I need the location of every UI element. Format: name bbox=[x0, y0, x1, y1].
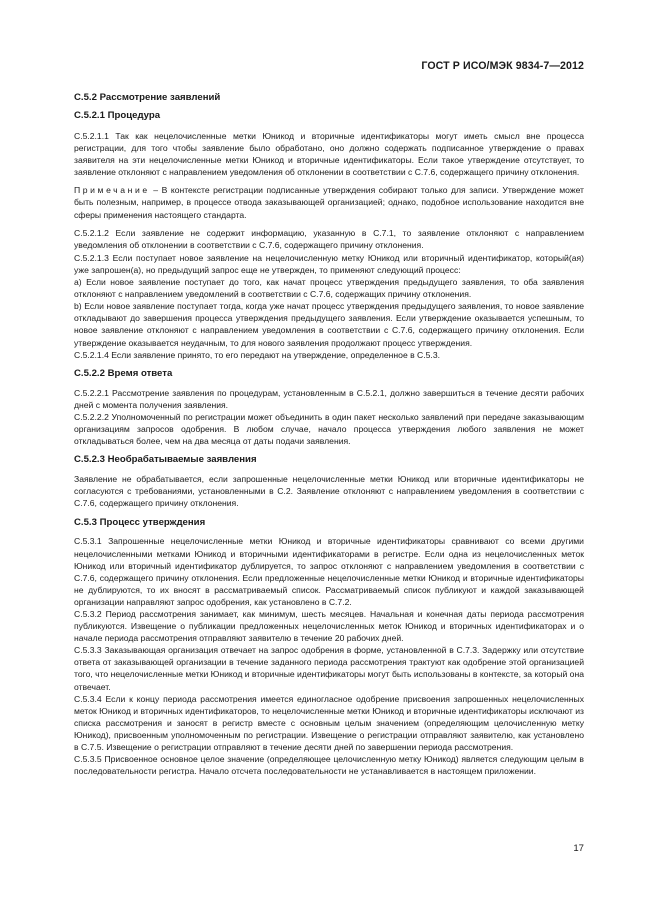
paragraph-c523: Заявление не обрабатывается, если запрошенные нецелочисленные метки Юникод или вторичные идентификаторы не согласуются с требованиями, установленными в С.2. Заявление отклоняют с направлением уведомления в соответствии с С.7.6, содержащего причину отклонения. bbox=[74, 474, 584, 509]
section-heading-c53: С.5.3 Процесс утверждения bbox=[74, 517, 206, 529]
note-paragraph bbox=[74, 184, 584, 220]
document-header: ГОСТ Р ИСО/МЭК 9834-7—2012 bbox=[421, 60, 584, 72]
paragraph-c5222: С.5.2.2.2 Уполномоченный по регистрации может объединить в один пакет несколько заявлений при передаче заказывающим организациям запросов одобрения. В любом случае, начало процесса утверждения любого заявления не может откладываться более, чем на два месяца от даты подачи заявления. bbox=[74, 411, 584, 447]
paragraph-c5212: С.5.2.1.2 Если заявление не содержит информацию, указанную в С.7.1, то заявление отклоняют с направлением уведомления об отклонении в соответствии с С.7.6, содержащего причину отклонения. bbox=[74, 227, 584, 250]
paragraph-c535: С.5.3.5 Присвоенное основное целое значение (определяющее целочисленную метку Юникод) является следующим целым в последовательности регистра. Начало отсчета последовательности не устанавливается в настоящем приложении. bbox=[74, 754, 584, 777]
paragraph-c533: С.5.3.3 Заказывающая организация отвечает на запрос одобрения в форме, установленной в С.7.3. Задержку или отсутствие ответа от заказывающей организации в течение заданного периода рассмотрения трактуют как одобрение этой организацией того, что нецелочисленные метки Юникод и вторичные идентификаторы могут быть использованы в контексте, за который она отвечает. bbox=[74, 645, 584, 692]
paragraph-c5213: С.5.2.1.3 Если поступает новое заявление на нецелочисленную метку Юникод или вторичный идентификатор, который(ая) уже запрошен(а), но предыдущий запрос еще не утвержден, то применяют следующий процесс: bbox=[74, 252, 584, 275]
note-label: Примечание bbox=[74, 185, 150, 196]
note-text: – В контексте регистрации подписанные утверждения собирают только для записи. Утверждение может быть полезным, например, в процессе отвода заказывающей организацией; однако, подобное использование находится вне сферы применения настоящего стандарта. bbox=[74, 185, 584, 220]
paragraph-c532: С.5.3.2 Период рассмотрения занимает, как минимум, шесть месяцев. Начальная и конечная даты периода рассмотрения публикуются. Извещение о публикации предложенных нецелочисленных меток Юникод и вторичных идентификаторах и о начале периода рассмотрения отправляют заявителю в течение 20 рабочих дней. bbox=[74, 609, 584, 644]
paragraph-c531: С.5.3.1 Запрошенные нецелочисленные метки Юникод и вторичные идентификаторы сравнивают со всеми другими нецелочисленными метками Юникод и вторичными идентификаторами в регистре. Если одна из нецелочисленных меток Юникод или вторичный идентификатор дублируется, то запрос отклоняют с направлением уведомления в соответствии с С.7.6, содержащего причину отклонения. Если предложенные нецелочисленные метки Юникод и вторичные идентификаторы не дублируются, то их вносят в рассматриваемый список. Рассматриваемый список публикуют и каждой заказывающей организации направляют запрос одобрения, как установлено в С.7.2. bbox=[74, 536, 584, 607]
paragraph-c5213-a: a) Если новое заявление поступает до того, как начат процесс утверждения предыдущего заявления, то оба заявления отклоняют с направлением уведомлений в соответствии с С.7.6, содержащих причину отклонения. bbox=[74, 277, 584, 300]
paragraph-c5221: С.5.2.2.1 Рассмотрение заявления по процедурам, установленным в С.5.2.1, должно завершиться в течение десяти рабочих дней с момента получения заявления. bbox=[74, 387, 584, 410]
paragraph-c5211: C.5.2.1.1 Так как нецелочисленные метки Юникод и вторичные идентификаторы могут иметь смысл вне процесса регистрации, для того чтобы заявление было обработано, оно должно содержать подписанное утверждение о правах заявителя на эти нецелочисленные метки Юникод и вторичные идентификаторы. Если такое утверждение отсутствует, то заявление отклоняют с направлением уведомления об отклонении в соответствии с С.7.6, содержащего причину отклонения. bbox=[74, 131, 584, 178]
paragraph-c534: С.5.3.4 Если к концу периода рассмотрения имеется единогласное одобрение присвоения запрошенных нецелочисленных меток Юникод и вторичных идентификаторов, то нецелочисленные метки Юникод и вторичные идентификаторы исключают из списка рассмотрения и заносят в регистр вместе с основным целым значением (определяющим целочисленную метку Юникод), присвоенным уполномоченным по регистрации. Извещение о регистрации отправляют заявителю, как установлено в С.7.5. Извещение о регистрации отправляют в течение десяти дней по завершении периода рассмотрения. bbox=[74, 693, 584, 753]
paragraph-c5213-b: b) Если новое заявление поступает тогда, когда уже начат процесс утверждения предыдущего заявления, то новое заявление откладывают до завершения процесса утверждения предыдущего заявления. Если утверждение оказывается успешным, то новое заявление отклоняют с направлением уведомления в соответствии с С.7.6, содержащего причину отклонения. Если утверждение оказывается неудачным, то для нового заявления продолжают процесс утверждения. bbox=[74, 301, 584, 348]
section-heading-c52: С.5.2 Рассмотрение заявлений bbox=[74, 92, 221, 103]
section-heading-c523: С.5.2.3 Необрабатываемые заявления bbox=[74, 454, 257, 466]
page-number: 17 bbox=[573, 843, 584, 854]
document-body bbox=[74, 92, 584, 777]
paragraph-c5214: С.5.2.1.4 Если заявление принято, то его передают на утверждение, определенное в С.5.3. bbox=[74, 349, 440, 360]
section-heading-c522: С.5.2.2 Время ответа bbox=[74, 367, 173, 379]
section-heading-c521: С.5.2.1 Процедура bbox=[74, 110, 161, 121]
